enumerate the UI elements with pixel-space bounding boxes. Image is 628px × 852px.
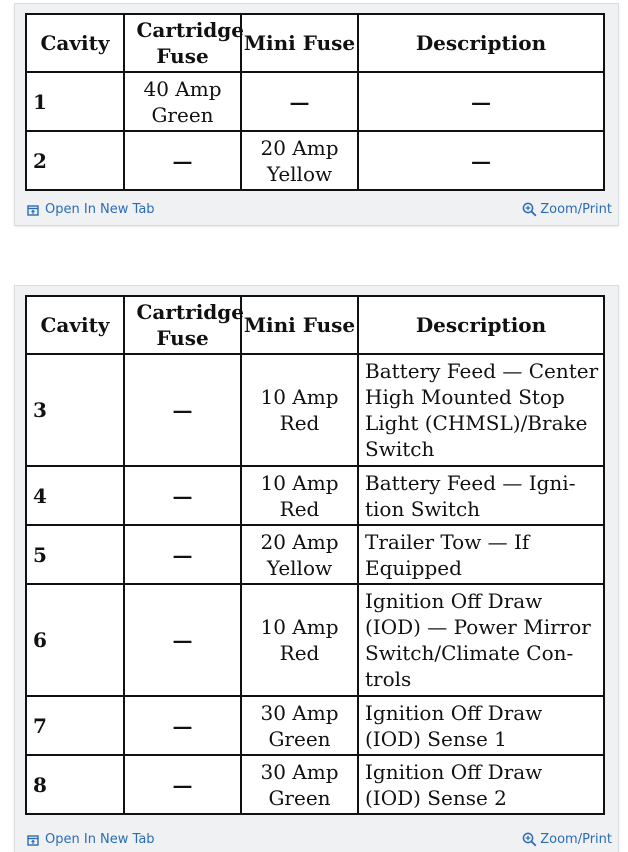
cartridge-value: —	[172, 148, 193, 173]
cell-cartridge	[124, 466, 241, 525]
cell-cavity: 7	[26, 696, 124, 755]
table-row	[26, 131, 604, 190]
fuse-table-card-1	[15, 4, 618, 225]
cell-cartridge	[124, 525, 241, 584]
mini-value: —	[289, 89, 310, 114]
open-in-new-tab-icon	[27, 204, 39, 216]
cell-cavity: 5	[26, 525, 124, 584]
header-description: Description	[358, 296, 604, 354]
fuse-table-1	[25, 13, 605, 191]
mini-value: 20 Amp Yellow	[260, 529, 339, 580]
open-in-new-tab-label: Open In New Tab	[45, 832, 155, 847]
cell-description: Ignition Off Draw (IOD) — Power Mirror Switch/Climate Con-trols	[358, 584, 604, 696]
header-cavity: Cavity	[26, 296, 124, 354]
mini-value: 10 Amp Red	[260, 385, 339, 435]
table-row	[26, 72, 604, 131]
cartridge-value: —	[172, 542, 193, 567]
cell-mini	[241, 696, 358, 755]
header-mini-fuse: Mini Fuse	[241, 296, 358, 354]
header-cartridge-fuse	[124, 14, 244, 72]
cell-cavity: 1	[26, 72, 124, 131]
cell-description: Battery Feed — Igni-tion Switch	[358, 466, 604, 525]
description-value: —	[471, 148, 491, 173]
mini-value: 20 Amp Yellow	[260, 135, 339, 186]
cell-cavity: 4	[26, 466, 124, 525]
zoom-icon	[522, 832, 537, 847]
cell-cavity: 3	[26, 354, 124, 466]
cell-description: Trailer Tow — If Equipped	[358, 525, 604, 584]
cell-description: Battery Feed — Center High Mounted Stop Light (CHMSL)/Brake Switch	[358, 354, 604, 466]
cell-mini	[241, 525, 358, 584]
cell-mini	[241, 584, 358, 696]
table-row	[26, 525, 604, 584]
cell-cavity: 6	[26, 584, 124, 696]
header-mini-fuse: Mini Fuse	[241, 14, 358, 72]
cell-cavity: 8	[26, 755, 124, 814]
table-header-row	[26, 296, 604, 354]
cartridge-value: —	[172, 628, 193, 652]
table-row	[26, 755, 604, 814]
fuse-table-card-2	[15, 286, 618, 852]
zoom-print-label: Zoom/Print	[540, 832, 612, 847]
mini-value: 10 Amp Red	[260, 615, 339, 665]
fuse-table-2	[25, 295, 605, 815]
header-description: Description	[358, 14, 604, 72]
header-cavity: Cavity	[26, 14, 124, 72]
cell-description: Ignition Off Draw (IOD) Sense 1	[358, 696, 604, 755]
mini-value: 30 Amp Green	[260, 759, 339, 810]
cell-cartridge	[124, 584, 241, 696]
open-in-new-tab-link[interactable]	[27, 202, 155, 217]
table-row	[26, 584, 604, 696]
cell-cartridge	[124, 696, 241, 755]
cartridge-value: —	[172, 713, 193, 738]
cell-cavity: 2	[26, 131, 124, 190]
card-footer	[15, 830, 618, 852]
open-in-new-tab-link[interactable]	[27, 832, 155, 847]
header-cartridge-fuse	[124, 296, 244, 354]
cell-description: Ignition Off Draw (IOD) Sense 2	[358, 755, 604, 814]
open-in-new-tab-label: Open In New Tab	[45, 202, 155, 217]
table-row	[26, 466, 604, 525]
cell-cartridge	[124, 755, 241, 814]
cell-cartridge	[124, 354, 241, 466]
card-footer	[15, 200, 618, 222]
cell-mini	[241, 354, 358, 466]
cartridge-value: —	[172, 483, 193, 508]
zoom-print-link[interactable]	[522, 832, 612, 847]
cell-cartridge	[124, 131, 241, 190]
description-value: —	[471, 89, 491, 114]
mini-value: 10 Amp Red	[260, 470, 339, 521]
cell-description	[358, 131, 604, 190]
cell-cartridge	[124, 72, 241, 131]
cell-mini	[241, 131, 358, 190]
cell-mini	[241, 466, 358, 525]
header-cartridge-label: Cartridge Fuse	[136, 18, 244, 68]
cartridge-value: —	[172, 772, 193, 797]
mini-value: 30 Amp Green	[260, 700, 339, 751]
cell-mini	[241, 72, 358, 131]
cartridge-value: —	[172, 398, 193, 422]
table-row	[26, 696, 604, 755]
zoom-print-link[interactable]	[522, 202, 612, 217]
open-in-new-tab-icon	[27, 834, 39, 846]
table-header-row	[26, 14, 604, 72]
table-row	[26, 354, 604, 466]
zoom-icon	[522, 202, 537, 217]
zoom-print-label: Zoom/Print	[540, 202, 612, 217]
header-cartridge-label: Cartridge Fuse	[136, 300, 244, 350]
cell-description	[358, 72, 604, 131]
cell-mini	[241, 755, 358, 814]
cartridge-value: 40 Amp Green	[143, 76, 222, 127]
